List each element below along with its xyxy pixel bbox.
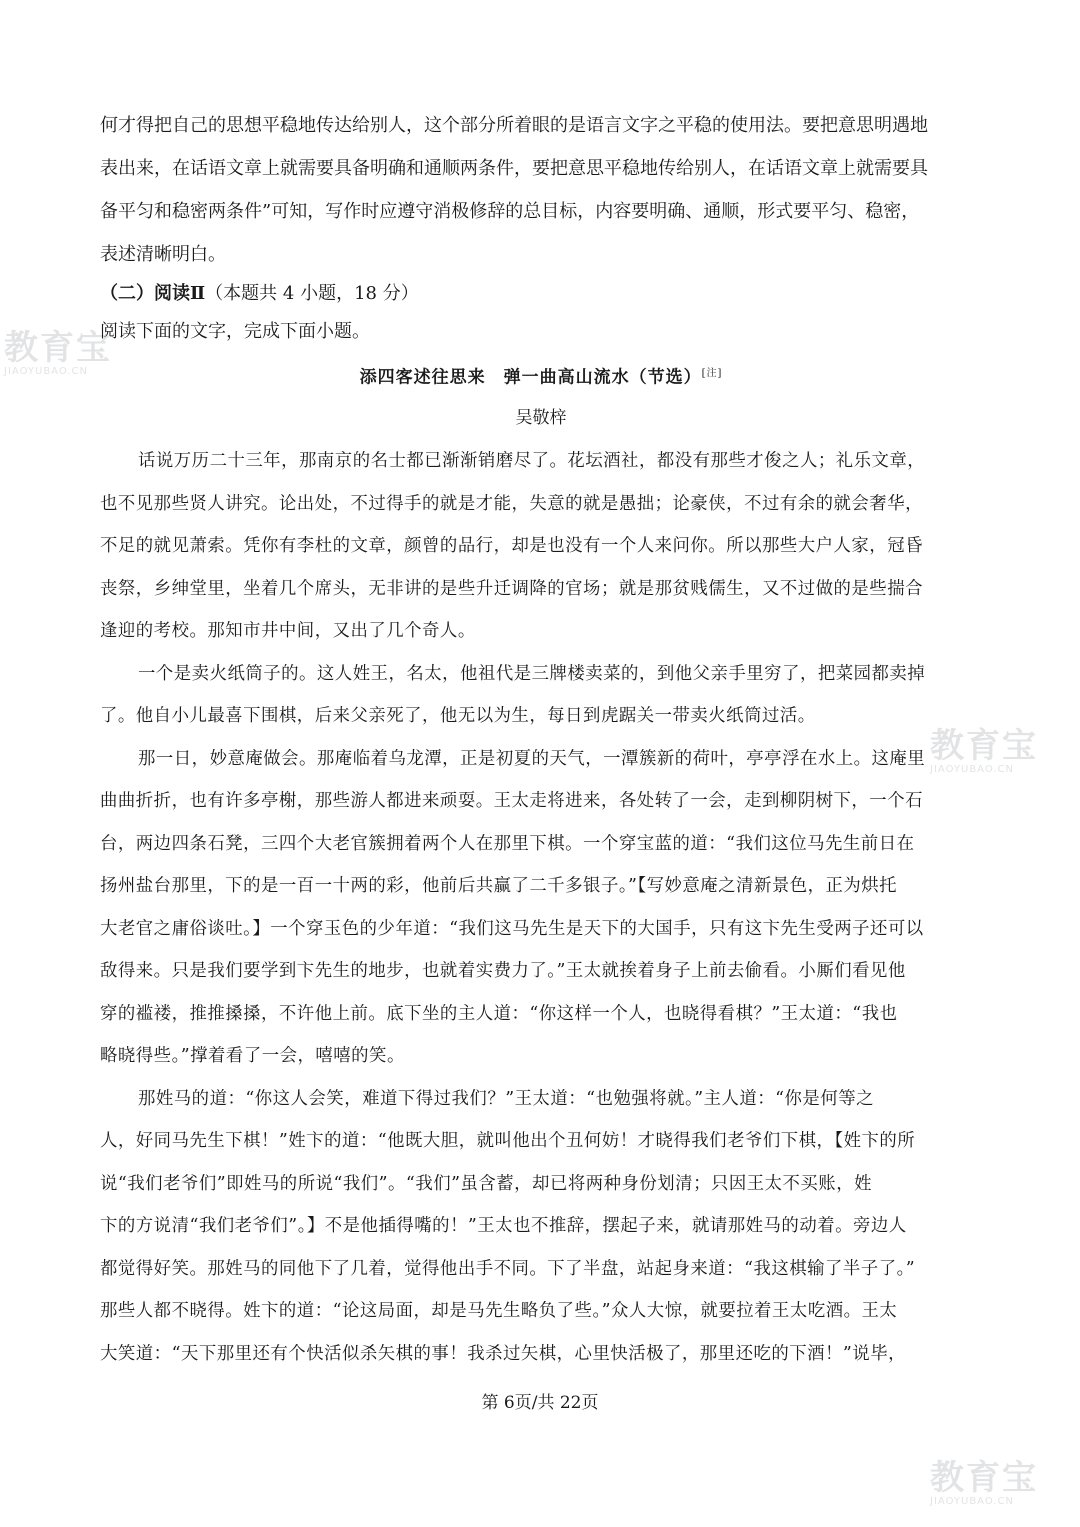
text-line: 都觉得好笑。那姓马的同他下了几着，觉得他出手不同。下了半盘，站起身来道：“我这棋输了半子了。” (100, 1258, 916, 1279)
text-line: 备平匀和稳密两条件”可知，写作时应遵守消极修辞的总目标，内容要明确、通顺，形式要平匀、稳密， (100, 201, 920, 222)
text-line: 不足的就见萧索。凭你有李杜的文章，颜曾的品行，却是也没有一个人来问你。所以那些大户人家，冠昏 (100, 536, 923, 556)
text-line: 逢迎的考校。那知市井中间，又出了几个奇人。 (100, 621, 476, 641)
text-line: 说“我们老爷们”即姓马的所说“我们”。“我们”虽含蓄，却已将两种身份划清；只因王太不买账，姓 (100, 1173, 872, 1194)
watermark-text: 教育宝 (930, 726, 1038, 766)
watermark-url: JIAOYUBAO.CN (930, 764, 1014, 775)
intro-paragraph (100, 104, 982, 276)
text-line: 曲曲折折，也有许多亭榭，那些游人都进来顽耍。王太走将进来，各处转了一会，走到柳阴树下，一个石 (100, 791, 923, 811)
text-line: 了。他自小儿最喜下围棋，后来父亲死了，他无以为生，每日到虎踞关一带卖火纸筒过活。 (100, 706, 816, 726)
passage-author: 吴敬梓 (515, 408, 567, 428)
text-line: 台，两边四条石凳，三四个大老官簇拥着两个人在那里下棋。一个穿宝蓝的道：“我们这位马先生前日在 (100, 833, 915, 854)
text-line: 一个是卖火纸筒子的。这人姓王，名太，他祖代是三牌楼卖菜的，到他父亲手里穷了，把菜园都卖掉 (138, 663, 926, 684)
watermark-text: 教育宝 (4, 328, 112, 368)
text-line: 表出来，在话语文章上就需要具备明确和通顺两条件，要把意思平稳地传给别人，在话语文章上就需要具 (100, 158, 928, 179)
text-line: 人，好同马先生下棋！”姓卞的道：“他既大胆，就叫他出个丑何妨！才晓得我们老爷们下棋，【姓卞的所 (100, 1131, 916, 1151)
section-heading (100, 276, 982, 312)
text-line: 敌得来。只是我们要学到卞先生的地步，也就着实费力了。”王太就挨着身子上前去偷看。小厮们看见他 (100, 961, 906, 981)
page-content (100, 104, 982, 1375)
passage-paragraph (100, 440, 982, 653)
passage-title (100, 352, 982, 396)
text-line: 何才得把自己的思想平稳地传达给别人，这个部分所着眼的是语言文字之平稳的使用法。要把意思明遇地 (100, 115, 928, 136)
section-info: （本题共 4 小题，18 分） (205, 283, 419, 304)
watermark-text: 教育宝 (930, 1458, 1038, 1498)
text-line: 大笑道：“天下那里还有个快活似杀矢棋的事！我杀过矢棋，心里快活极了，那里还吃的下酒！”说毕， (100, 1343, 906, 1364)
watermark-url: JIAOYUBAO.CN (4, 366, 88, 377)
section-label: （二）阅读Ⅱ (100, 283, 206, 304)
text-line: 表述清晰明白。 (100, 244, 226, 265)
footnote-marker: [注] (701, 368, 723, 379)
passage-paragraph (100, 1078, 982, 1376)
text-line: 穿的褴褛，推推搡搡，不许他上前。底下坐的主人道：“你这样一个人，也晓得看棋？”王太道：“我也 (100, 1003, 898, 1024)
watermark-url: JIAOYUBAO.CN (930, 1496, 1014, 1507)
text-line: 那些人都不晓得。姓卞的道：“论这局面，却是马先生略负了些。”众人大惊，就要拉着王太吃酒。王太 (100, 1301, 898, 1321)
text-line: 那姓马的道：“你这人会笑，难道下得过我们？”王太道：“也勉强将就。”主人道：“你是何等之 (138, 1088, 874, 1109)
text-line: 略晓得些。”撑着看了一会，嘻嘻的笑。 (100, 1046, 405, 1066)
text-line: 扬州盐台那里，下的是一百一十两的彩，他前后共赢了二千多银子。”【写妙意庵之清新景色，正为烘托 (100, 876, 898, 896)
passage-paragraph (100, 653, 982, 738)
watermark-logo (930, 1460, 1038, 1508)
text-line: 丧祭，乡绅堂里，坐着几个席头，无非讲的是些升迁调降的官场；就是那贫贱儒生，又不过做的是些揣合 (100, 578, 923, 599)
text-line: 话说万历二十三年，那南京的名士都已渐渐销磨尽了。花坛酒社，都没有那些才俊之人；礼乐文章， (138, 451, 926, 471)
text-line: 大老官之庸俗谈吐。】一个穿玉色的少年道：“我们这马先生是天下的大国手，只有这卞先生受两子还可以 (100, 918, 924, 939)
text-line: 卞的方说清“我们老爷们”。】不是他插得嘴的！”王太也不推辞，摆起子来，就请那姓马的动着。旁边人 (100, 1216, 907, 1236)
passage-title-text: 添四客述往思来 弹一曲高山流水（节选） (359, 367, 702, 388)
text-line: 那一日，妙意庵做会。那庵临着乌龙潭，正是初夏的天气，一潭簇新的荷叶，亭亭浮在水上。这庵里 (138, 748, 926, 769)
text-line: 也不见那些贤人讲究。论出处，不过得手的就是才能，失意的就是愚拙；论豪侠，不过有余的就会奢华， (100, 493, 923, 514)
page-footer: 第 6页/共 22页 (481, 1393, 599, 1413)
reading-instruction: 阅读下面的文字，完成下面小题。 (100, 321, 370, 342)
watermark-logo (4, 330, 112, 378)
passage-paragraph (100, 738, 982, 1078)
